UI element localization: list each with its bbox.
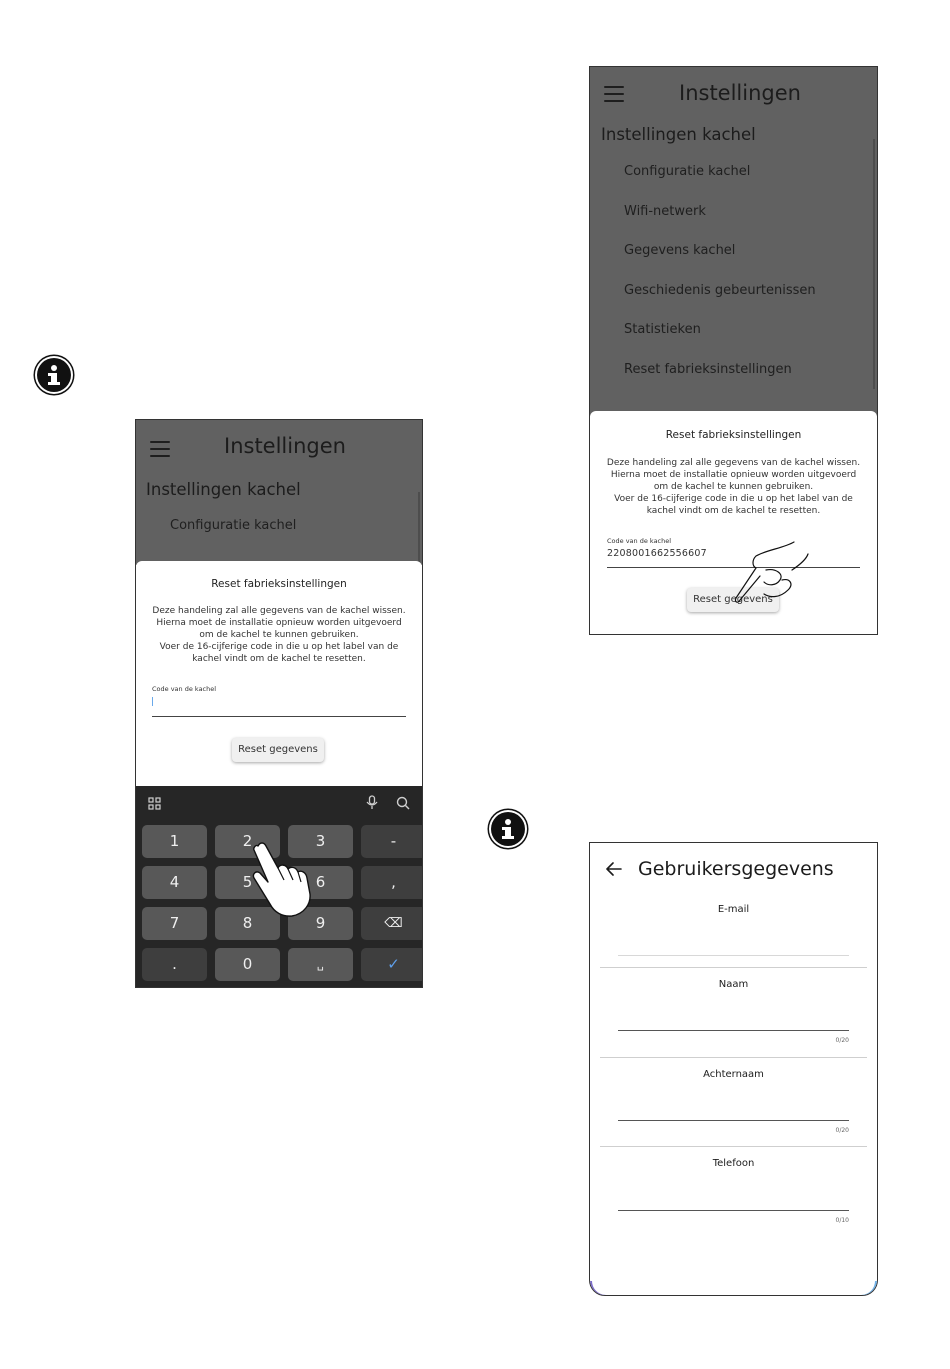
code-input[interactable] — [152, 716, 406, 717]
code-label: Code van de kachel — [152, 685, 217, 693]
naam-counter: 0/20 — [835, 1037, 849, 1044]
code-label: Code van de kachel — [607, 537, 672, 545]
key-8[interactable]: 8 — [215, 907, 280, 940]
menu-item-geschiedenis[interactable]: Geschiedenis gebeurtenissen — [624, 283, 816, 298]
key-4[interactable]: 4 — [142, 866, 207, 899]
dimmed-background — [590, 67, 877, 417]
email-field[interactable] — [618, 955, 849, 956]
key-9[interactable]: 9 — [288, 907, 353, 940]
dialog-title: Reset fabrieksinstellingen — [665, 429, 802, 441]
achternaam-field[interactable] — [618, 1120, 849, 1121]
code-input[interactable]: 2208001662556607 — [607, 548, 707, 559]
key-5[interactable]: 5 — [215, 866, 280, 899]
dialog-text: Deze handeling zal alle gegevens van de kachel wissen. Hierna moet de installatie opnieuw worden uitgevoerd om de kachel te kunnen gebruiken. Voer de 16-cijferige code in die u op het label van de kachel vindt om de kachel te resetten. — [152, 606, 406, 664]
info-icon — [37, 358, 71, 392]
reset-button[interactable]: Reset gegevens — [687, 588, 779, 612]
menu-item-gegevens[interactable]: Gegevens kachel — [624, 243, 736, 258]
telefoon-counter: 0/10 — [835, 1217, 849, 1224]
key-6[interactable]: 6 — [288, 866, 353, 899]
screen-reset-keyboard — [135, 419, 423, 988]
achternaam-counter: 0/20 — [835, 1127, 849, 1134]
hand-pointer-icon — [730, 540, 810, 605]
page-title: Gebruikersgegevens — [638, 858, 834, 880]
dialog-text: Deze handeling zal alle gegevens van de kachel wissen. Hierna moet de installatie opnieuw worden uitgevoerd om de kachel te kunnen gebruiken. Voer de 16-cijferige code in die u op het label van de kachel vindt om de kachel te resetten. — [606, 458, 861, 516]
key-minus[interactable]: - — [361, 825, 423, 858]
key-2[interactable]: 2 — [215, 825, 280, 858]
space-key[interactable]: ␣ — [288, 948, 353, 981]
done-key[interactable]: ✓ — [361, 948, 423, 981]
key-0[interactable]: 0 — [215, 948, 280, 981]
dimmed-background — [136, 420, 422, 565]
app-title: Instellingen — [224, 434, 346, 458]
menu-icon[interactable] — [150, 441, 170, 462]
microphone-icon[interactable] — [365, 795, 379, 810]
menu-item-configuratie[interactable]: Configuratie kachel — [170, 518, 297, 533]
screen-user-details — [589, 842, 878, 1296]
key-3[interactable]: 3 — [288, 825, 353, 858]
reset-button[interactable]: Reset gegevens — [232, 738, 324, 762]
menu-item-statistieken[interactable]: Statistieken — [624, 322, 701, 337]
key-period[interactable]: . — [142, 948, 207, 981]
hand-pointer-icon — [244, 838, 314, 918]
menu-item-configuratie[interactable]: Configuratie kachel — [624, 164, 751, 179]
menu-item-wifi[interactable]: Wifi-netwerk — [624, 204, 706, 219]
section-title: Instellingen kachel — [601, 125, 756, 144]
text-caret — [152, 697, 153, 706]
telefoon-label: Telefoon — [712, 1158, 755, 1169]
back-arrow-icon[interactable] — [606, 862, 622, 876]
screen-reset-code — [589, 66, 878, 635]
key-7[interactable]: 7 — [142, 907, 207, 940]
naam-field[interactable] — [618, 1030, 849, 1031]
reset-dialog — [136, 561, 422, 786]
app-title: Instellingen — [679, 81, 801, 105]
dialog-title: Reset fabrieksinstellingen — [211, 578, 347, 590]
naam-label: Naam — [718, 979, 749, 990]
grid-icon[interactable] — [148, 797, 161, 810]
menu-item-reset[interactable]: Reset fabrieksinstellingen — [624, 362, 792, 377]
backspace-key[interactable]: ⌫ — [361, 907, 423, 940]
email-label: E-mail — [717, 904, 750, 915]
search-icon[interactable] — [396, 796, 410, 810]
key-comma[interactable]: , — [361, 866, 423, 899]
telefoon-field[interactable] — [618, 1210, 849, 1211]
key-1[interactable]: 1 — [142, 825, 207, 858]
menu-icon[interactable] — [604, 86, 624, 107]
achternaam-label: Achternaam — [703, 1069, 764, 1080]
info-icon — [491, 812, 525, 846]
section-title: Instellingen kachel — [146, 480, 301, 499]
